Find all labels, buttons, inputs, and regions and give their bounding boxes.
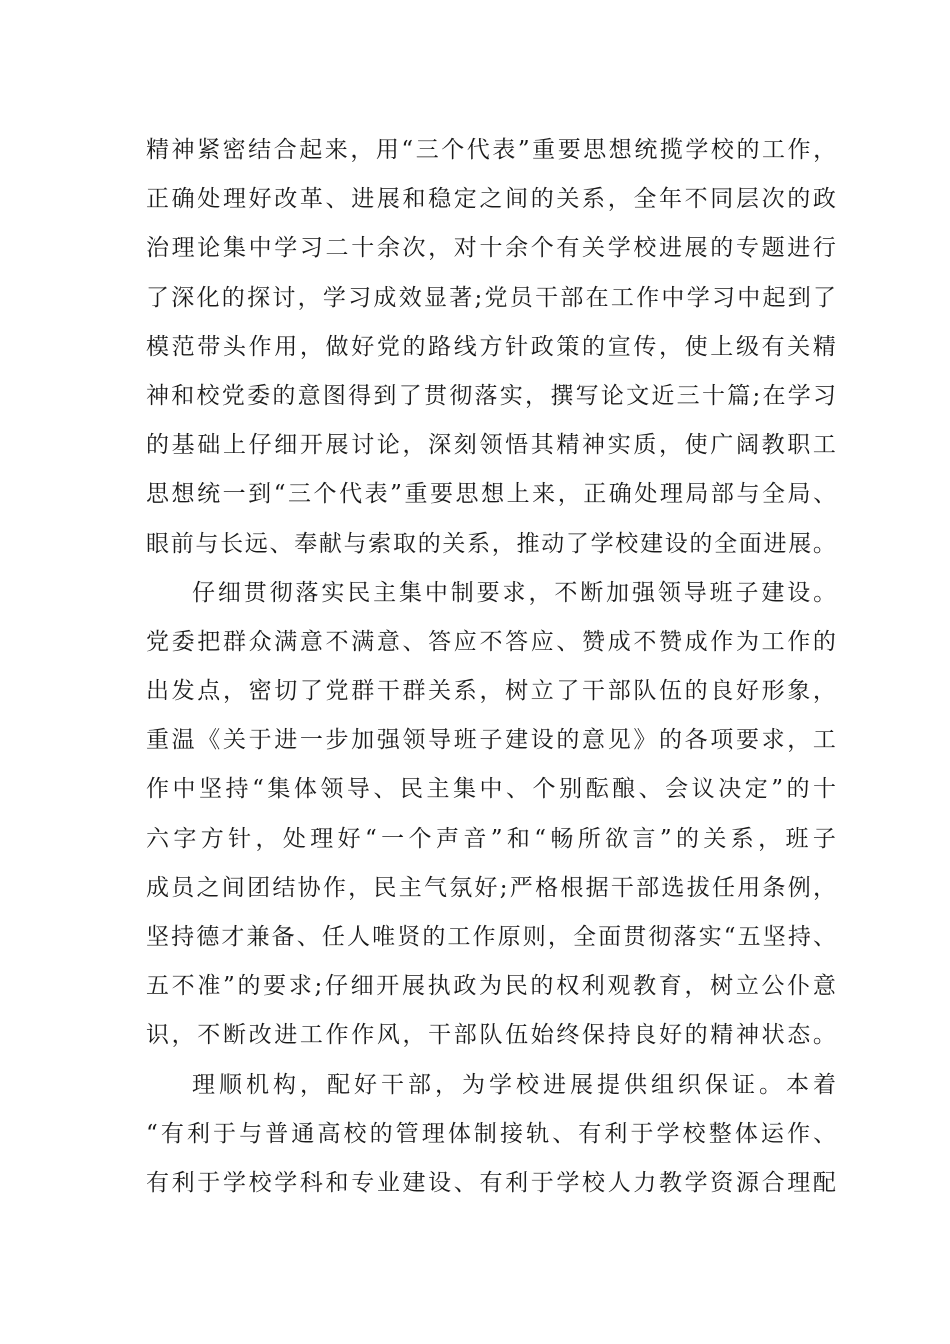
text-line: 作中坚持“集体领导、民主集中、个别酝酿、会议决定”的十 bbox=[146, 776, 840, 803]
text-line: 理顺机构，配好干部，为学校进展提供组织保证。本着 bbox=[192, 1071, 840, 1098]
text-line: 成员之间团结协作，民主气氛好;严格根据干部选拔任用条例， bbox=[146, 874, 839, 901]
text-line: “有利于与普通高校的管理体制接轨、有利于学校整体运作、 bbox=[146, 1120, 840, 1147]
text-line: 了深化的探讨，学习成效显著;党员干部在工作中学习中起到了 bbox=[146, 284, 839, 311]
text-line: 识，不断改进工作作风，干部队伍始终保持良好的精神状态。 bbox=[146, 1022, 839, 1049]
text-line: 五不准”的要求;仔细开展执政为民的权利观教育，树立公仆意 bbox=[146, 973, 839, 1000]
text-line: 出发点，密切了党群干群关系，树立了干部队伍的良好形象， bbox=[146, 678, 839, 705]
text-line: 精神紧密结合起来，用“三个代表”重要思想统揽学校的工作， bbox=[146, 137, 839, 163]
text-line: 有利于学校学科和专业建设、有利于学校人力教学资源合理配 bbox=[146, 1169, 839, 1196]
text-line: 神和校党委的意图得到了贯彻落实，撰写论文近三十篇;在学习 bbox=[146, 382, 839, 409]
text-line: 思想统一到“三个代表”重要思想上来，正确处理局部与全局、 bbox=[146, 481, 839, 508]
text-line: 正确处理好改革、进展和稳定之间的关系，全年不同层次的政 bbox=[146, 186, 839, 213]
text-line: 六字方针，处理好“一个声音”和“畅所欲言”的关系，班子 bbox=[146, 825, 841, 852]
text-line: 重温《关于进一步加强领导班子建设的意见》的各项要求，工 bbox=[146, 727, 839, 754]
text-line: 治理论集中学习二十余次，对十余个有关学校进展的专题进行 bbox=[146, 235, 839, 262]
body-text bbox=[146, 126, 841, 1208]
text-line: 坚持德才兼备、任人唯贤的工作原则，全面贯彻落实“五坚持、 bbox=[146, 924, 839, 950]
text-line: 眼前与长远、奉献与索取的关系，推动了学校建设的全面进展。 bbox=[146, 530, 838, 557]
text-line: 党委把群众满意不满意、答应不答应、赞成不赞成作为工作的 bbox=[146, 628, 839, 655]
text-line: 仔细贯彻落实民主集中制要求，不断加强领导班子建设。 bbox=[192, 579, 839, 606]
text-line: 模范带头作用，做好党的路线方针政策的宣传，使上级有关精 bbox=[146, 333, 839, 360]
text-line: 的基础上仔细开展讨论，深刻领悟其精神实质，使广阔教职工 bbox=[146, 432, 839, 459]
